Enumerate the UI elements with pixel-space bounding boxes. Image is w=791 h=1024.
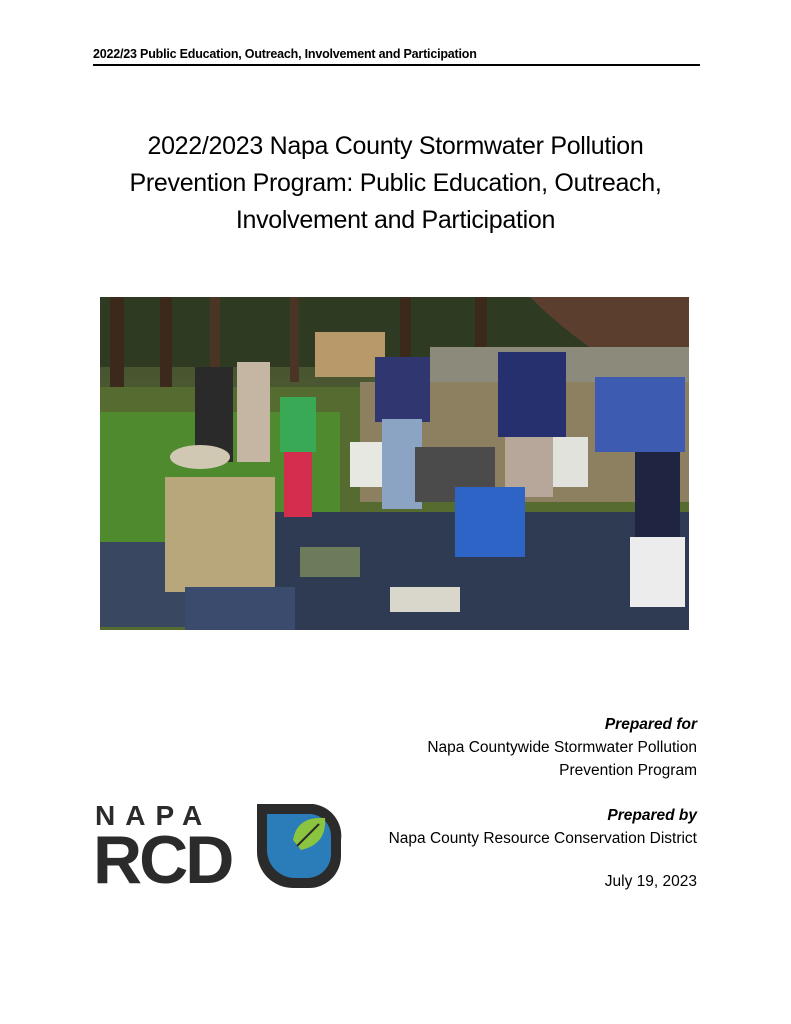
title-line: 2022/2023 Napa County Stormwater Pollution [147, 132, 644, 160]
running-header: 2022/23 Public Education, Outreach, Involvement and Participation [93, 47, 700, 66]
cover-photo-volunteers-cleanup [100, 297, 689, 630]
document-title [80, 128, 711, 239]
leaf-water-drop-icon [253, 800, 345, 892]
title-line: Prevention Program: Public Education, Outreach, [129, 169, 662, 197]
prepared-for-line: Napa Countywide Stormwater Pollution [427, 739, 697, 756]
title-line: Involvement and Participation [235, 206, 556, 234]
prepared-for-block [427, 713, 697, 782]
logo-word-rcd: RCD [93, 822, 232, 898]
prepared-for-line: Prevention Program [559, 762, 697, 779]
document-date: July 19, 2023 [604, 873, 697, 890]
napa-rcd-logo [93, 800, 345, 898]
prepared-for-label: Prepared for [604, 716, 697, 733]
logo-word-napa: NAPA [95, 800, 213, 831]
prepared-by-block [389, 804, 697, 850]
prepared-by-label: Prepared by [607, 807, 697, 824]
prepared-by-line: Napa County Resource Conservation District [388, 830, 697, 847]
